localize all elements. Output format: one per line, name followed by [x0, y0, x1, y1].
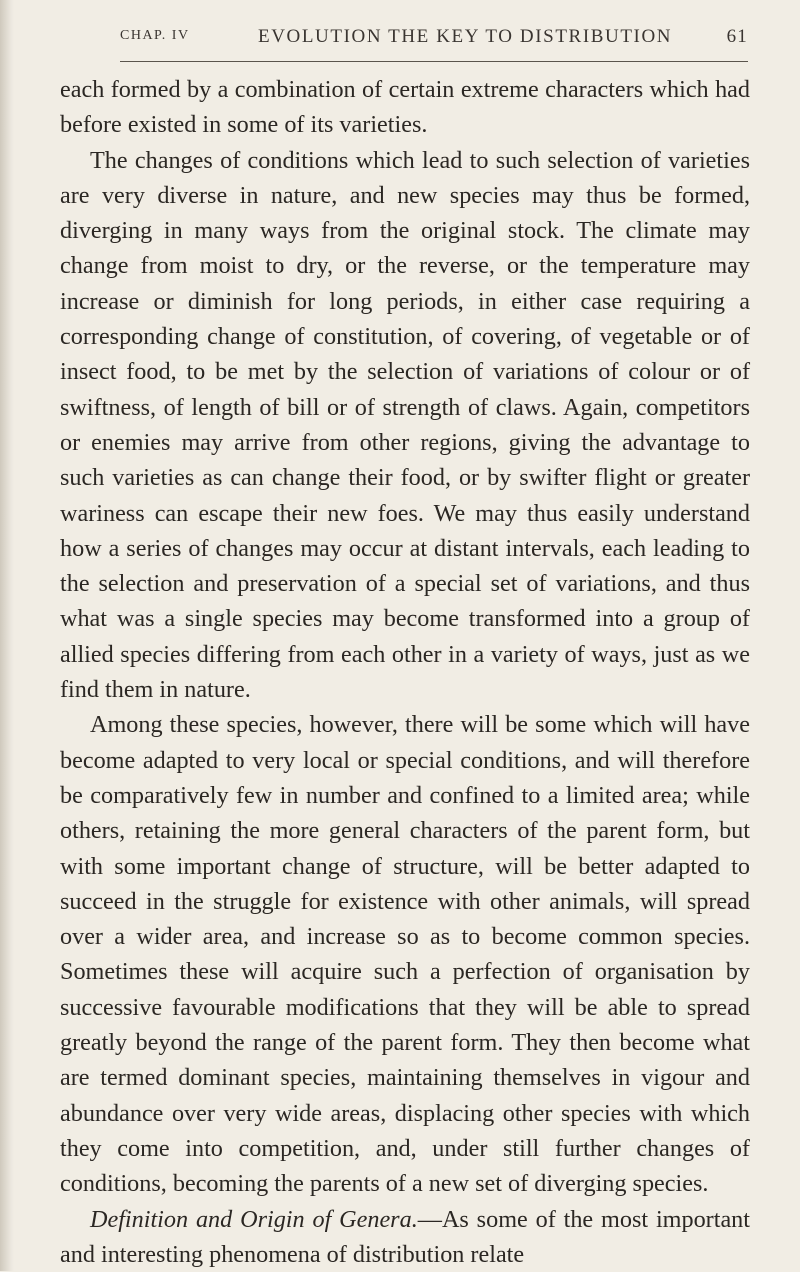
page-body [60, 72, 750, 1272]
paragraph: The changes of conditions which lead to such selection of varieties are very diverse in nature, and new species may thus be formed, diverging in many ways from the original stock. The climate may change from moist to dry, or the reverse, or the temperature may increase or diminish for long periods, in either case requiring a corresponding change of constitution, of covering, of vegetable or of insect food, to be met by the selection of variations of colour or of swiftness, of length of bill or of strength of claws. Again, competitors or enemies may arrive from other regions, giving the advantage to such varieties as can change their food, or by swifter flight or greater wariness can escape their new foes. We may thus easily understand how a series of changes may occur at distant intervals, each leading to the selection and preservation of a special set of variations, and thus what was a single species may become transformed into a group of allied species differing from each other in a variety of ways, just as we find them in nature. [60, 143, 750, 708]
page-number: 61 [727, 26, 748, 48]
paragraph: Among these species, however, there will be some which will have become adapted to very local or special conditions, and will therefore be comparatively few in number and confined to a limited area; while others, retaining the more general characters of the parent form, but with some important change of structure, will be better adapted to succeed in the struggle for existence with other animals, will spread over a wider area, and increase so as to become common species. Sometimes these will acquire such a perfection of organisation by successive favourable modifications that they will be able to spread greatly beyond the range of the parent form. They then become what are termed dominant species, maintaining themselves in vigour and abundance over very wide areas, displacing other species with which they come into competition, and, under still further changes of conditions, becoming the parents of a new set of diverging species. [60, 707, 750, 1201]
page-gutter-shadow [0, 0, 14, 1271]
paragraph-text: —As some of the most important and interesting phenomena of distribution relate [60, 1206, 750, 1268]
running-title: EVOLUTION THE KEY TO DISTRIBUTION [258, 26, 672, 48]
paragraph-definition-of-genera [60, 1202, 750, 1272]
chapter-label: CHAP. IV [120, 28, 190, 44]
running-header [120, 26, 748, 50]
header-rule [120, 61, 748, 62]
section-heading-italic: Definition and Origin of Genera. [90, 1206, 418, 1233]
paragraph-continuation: each formed by a combination of certain extreme characters which had before existed in some of its varieties. [60, 72, 750, 143]
